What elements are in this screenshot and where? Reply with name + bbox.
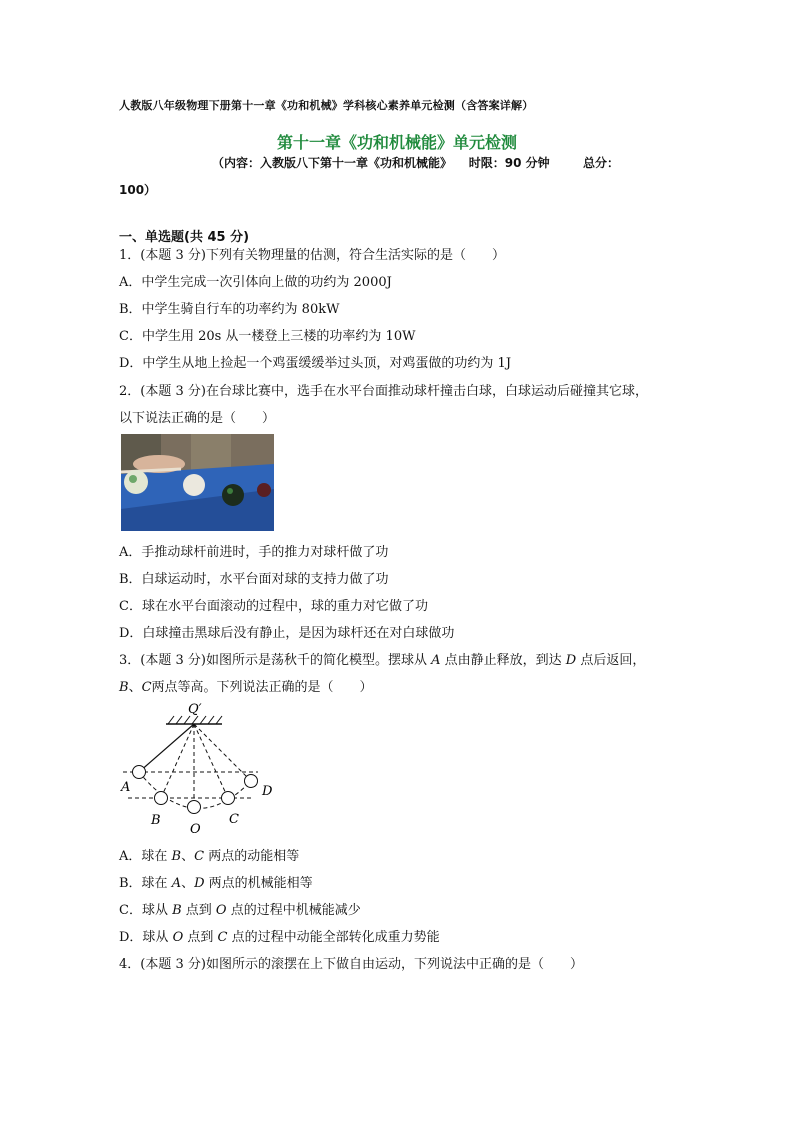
q1-option-a: A．中学生完成一次引体向上做的功约为 2000J	[119, 275, 392, 290]
page-title: 第十一章《功和机械能》单元检测	[276, 133, 517, 152]
diagram-label-c: C	[229, 812, 239, 827]
billiards-photo	[121, 434, 274, 531]
diagram-label-o: O	[190, 822, 201, 837]
q3-option-d: D．球从 O 点到 C 点的过程中动能全部转化成重力势能	[119, 930, 440, 945]
q3-stem-line2: B、C两点等高。下列说法正确的是（ ）	[119, 680, 373, 695]
section-heading: 一、单选题(共 45 分)	[119, 230, 250, 245]
swing-pendulum-diagram	[118, 700, 283, 840]
q2-option-a: A．手推动球杆前进时，手的推力对球杆做了功	[119, 545, 389, 560]
q3-option-b: B．球在 A、D 两点的机械能相等	[119, 876, 313, 891]
q2-stem-line2: 以下说法正确的是（ ）	[119, 411, 276, 426]
q3-option-a: A．球在 B、C 两点的动能相等	[119, 849, 300, 864]
q4-stem: 4．(本题 3 分)如图所示的滚摆在上下做自由运动，下列说法中正确的是（ ）	[119, 957, 583, 972]
q1-option-b: B．中学生骑自行车的功率约为 80kW	[119, 302, 340, 317]
diagram-label-b: B	[151, 813, 161, 828]
q3-option-c: C．球从 B 点到 O 点的过程中机械能减少	[119, 903, 361, 918]
diagram-label-a: A	[121, 780, 131, 795]
exam-meta-line2: 100）	[119, 183, 157, 197]
q1-option-c: C．中学生用 20s 从一楼登上三楼的功率约为 10W	[119, 329, 416, 344]
q2-option-d: D．白球撞击黑球后没有静止，是因为球杆还在对白球做功	[119, 626, 455, 641]
diagram-label-q: Q′	[188, 702, 202, 717]
q2-option-b: B．白球运动时，水平台面对球的支持力做了功	[119, 572, 389, 587]
document-header: 人教版八年级物理下册第十一章《功和机械》学科核心素养单元检测（含答案详解）	[119, 99, 534, 112]
diagram-label-d: D	[262, 784, 273, 799]
q1-option-d: D．中学生从地上捡起一个鸡蛋缓缓举过头顶，对鸡蛋做的功约为 1J	[119, 356, 512, 371]
q3-stem-line1: 3．(本题 3 分)如图所示是荡秋千的简化模型。摆球从 A 点由静止释放，到达 D 点后返回，	[119, 653, 646, 668]
exam-meta-line1: （内容：入教版八下第十一章《功和机械能》 时限：90 分钟 总分：	[212, 156, 620, 170]
q1-stem: 1．(本题 3 分)下列有关物理量的估测，符合生活实际的是（ ）	[119, 248, 505, 263]
q2-stem-line1: 2．(本题 3 分)在台球比赛中，选手在水平台面推动球杆撞击白球，白球运动后碰撞其它球，	[119, 384, 648, 399]
q2-option-c: C．球在水平台面滚动的过程中，球的重力对它做了功	[119, 599, 428, 614]
